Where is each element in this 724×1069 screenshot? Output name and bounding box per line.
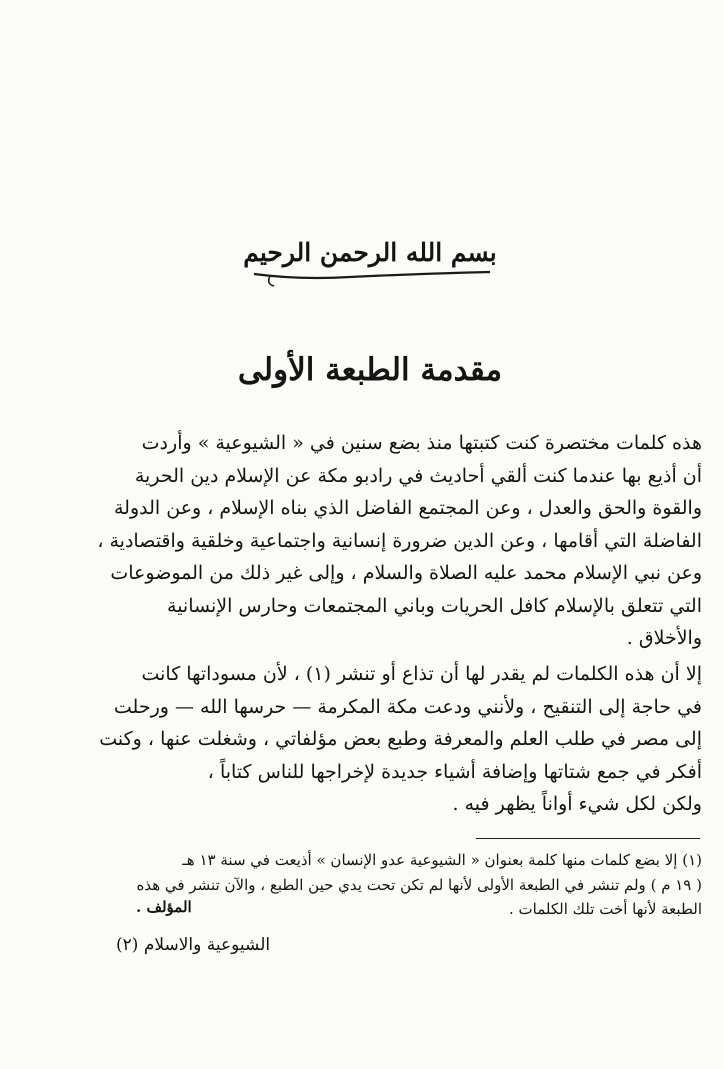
basmala-text: بسم الله الرحمن الرحيم [243,238,497,267]
text-line: التي تتعلق بالإسلام كافل الحريات وباني المجتمعات وحارس الإنسانية [167,594,702,617]
footnote-line: (١) إلا بضع كلمات منها كلمة بعنوان « الشيوعية عدو الإنسان » أذيعت في سنة ١٣ هـ [182,851,702,869]
footnote-line: ( ١٩ م ) ولم تنشر في الطبعة الأولى لأنها لم تكن تحت يدي حين الطبع ، والآن تنشر في هذه [136,875,702,894]
basmala-calligraphy [240,236,500,296]
text-line: والأخلاق . [626,627,702,649]
text-line: أن أذيع بها عندما كنت ألقي أحاديث في رادبو مكة عن الإسلام دين الحرية [134,464,702,487]
paragraph-2 [60,658,702,821]
text-line: الفاضلة التي أقامها ، وعن الدين ضرورة إنسانية واجتماعية وخلقية واقتصادية ، [97,529,702,552]
text-line: ولكن لكل شيء أواناً يظهر فيه . [452,793,702,815]
text-line: والقوة والحق والعدل ، وعن المجتمع الفاضل الذي بناه الإسلام ، وعن الدولة [114,497,702,519]
footnote-author: المؤلف . [136,898,192,916]
footnote-line: الطبعة لأنها أخت تلك الكلمات . [509,900,702,918]
footnote-divider [476,838,700,839]
text-line: هذه كلمات مختصرة كنت كتبتها منذ بضع سنين في « الشيوعية » وأردت [141,432,702,454]
text-line: في حاجة إلى التنقيح ، ولأنني ودعت مكة المكرمة — حرسها الله — ورحلت [113,695,702,718]
paragraph-1 [60,427,702,655]
running-footer: الشيوعية والاسلام (٢) [116,935,271,955]
text-line: إلى مصر في طلب العلم والمعرفة وطبع بعض مؤلفاتي ، وشغلت عنها ، وكنت [99,728,702,750]
page-title: مقدمة الطبعة الأولى [237,352,503,388]
text-line: وعن نبي الإسلام محمد عليه الصلاة والسلام ، وإلى غير ذلك من الموضوعات [110,562,702,584]
text-line: إلا أن هذه الكلمات لم يقدر لها أن تذاع أو تنشر (١) ، لأن مسوداتها كانت [141,663,702,685]
text-line: أفكر في جمع شتاتها وإضافة أشياء جديدة لإخراجها للناس كتاباً ، [207,760,702,783]
